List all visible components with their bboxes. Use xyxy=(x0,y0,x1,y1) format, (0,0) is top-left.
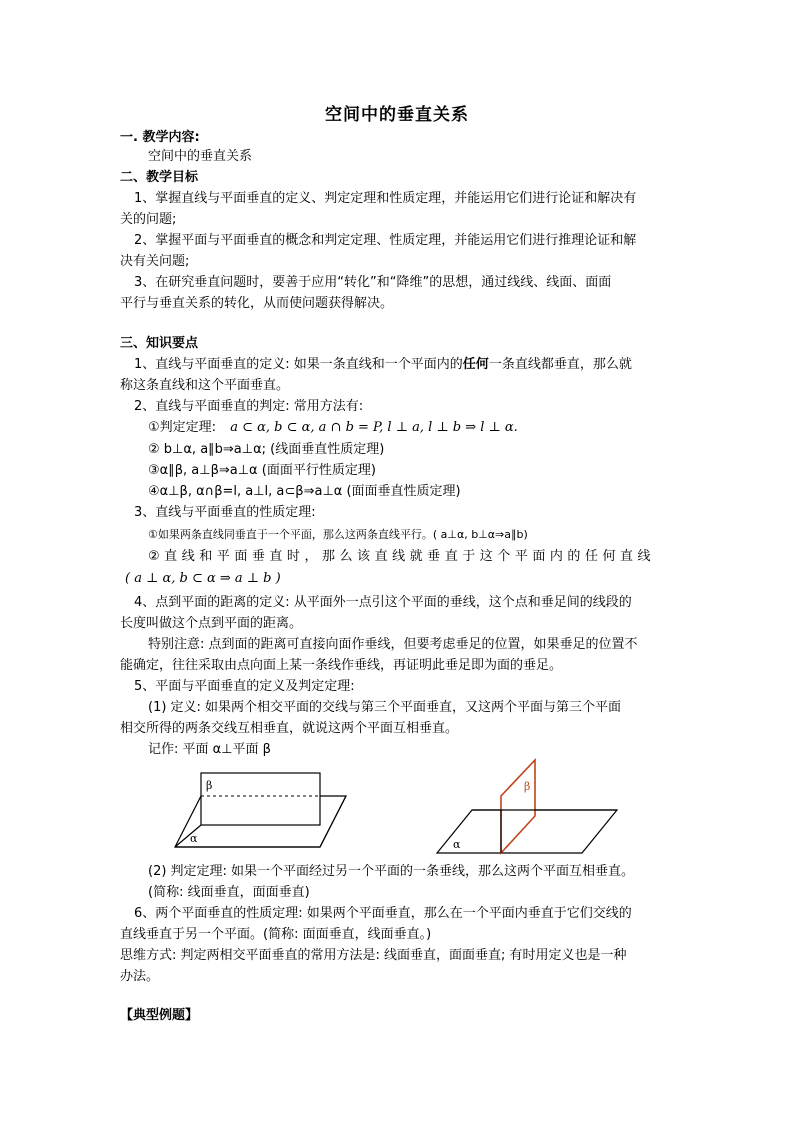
judgment-method-2: ② b⊥α, a∥b⇒a⊥α; (线面垂直性质定理) xyxy=(148,442,385,457)
definition-line-1: (1) 定义: 如果两个相交平面的交线与第三个平面垂直，又这两个平面与第三个平面 xyxy=(148,700,622,715)
property-1: ①如果两条直线同垂直于一个平面，那么这两条直线平行。( a⊥α, b⊥α⇒a∥b) xyxy=(148,528,528,541)
thinking-method-line-1: 思维方式: 判定两相交平面垂直的常用方法是: 线面垂直，面面垂直; 有时用定义也是一种 xyxy=(120,948,627,963)
label-beta-2: β xyxy=(524,780,531,793)
knowledge-6-line-1: 6、两个平面垂直的性质定理: 如果两个平面垂直，那么在一个平面内垂直于它们交线的 xyxy=(134,906,632,921)
goal-2-line-2: 决有关问题; xyxy=(120,254,190,269)
property-2-math: ( a ⊥ α, b ⊂ α ⇒ a ⊥ b ) xyxy=(125,571,281,586)
page-title: 空间中的垂直关系 xyxy=(325,105,469,125)
knowledge-1-text-a: 1、直线与平面垂直的定义: 如果一条直线和一个平面内的 xyxy=(134,357,463,372)
special-note-line-1: 特别注意: 点到面的距离可直接向面作垂线，但要考虑垂足的位置，如果垂足的位置不 xyxy=(148,637,638,652)
label-alpha-2: α xyxy=(453,838,461,851)
judgment-method-3: ③α∥β, a⊥β⇒a⊥α (面面平行性质定理) xyxy=(148,463,376,478)
example-heading: 【典型例题】 xyxy=(120,1008,199,1023)
goal-2-line-1: 2、掌握平面与平面垂直的概念和判定定理、性质定理，并能运用它们进行推理论证和解 xyxy=(134,233,637,248)
goal-3-line-2: 平行与垂直关系的转化，从而使问题获得解决。 xyxy=(120,296,394,311)
knowledge-1-text-b: 一条直线都垂直，那么就 xyxy=(488,357,632,372)
definition-line-2: 相交所得的两条交线互相垂直，就说这两个平面互相垂直。 xyxy=(120,721,459,736)
knowledge-2: 2、直线与平面垂直的判定: 常用方法有: xyxy=(134,399,364,414)
figure-perpendicular-planes-1 xyxy=(170,768,350,850)
goal-1-line-2: 关的问题; xyxy=(120,212,177,227)
knowledge-1-line-2: 称这条直线和这个平面垂直。 xyxy=(120,378,290,393)
judgment-theorem-2-line-1: (2) 判定定理: 如果一个平面经过另一个平面的一条垂线，那么这两个平面互相垂直。 xyxy=(148,864,635,879)
knowledge-3: 3、直线与平面垂直的性质定理: xyxy=(134,505,316,520)
goal-3-line-1: 3、在研究垂直问题时，要善于应用“转化”和“降维”的思想，通过线线、线面、面面 xyxy=(134,275,612,290)
property-2-line-1: ② 直 线 和 平 面 垂 直 时 ， 那 么 该 直 线 就 垂 直 于 这 个 平 面 内 的 任 何 直 线 xyxy=(148,549,651,564)
section-3-heading: 三、知识要点 xyxy=(120,336,199,351)
judgment-method-4: ④α⊥β, α∩β=l, a⊥l, a⊂β⇒a⊥α (面面垂直性质定理) xyxy=(148,484,461,499)
section-1-text: 空间中的垂直关系 xyxy=(148,149,253,164)
thinking-method-line-2: 办法。 xyxy=(120,969,160,984)
figure-perpendicular-planes-2 xyxy=(435,758,620,856)
knowledge-4-line-1: 4、点到平面的距离的定义: 从平面外一点引这个平面的垂线，这个点和垂足间的线段的 xyxy=(134,595,632,610)
section-2-heading: 二、教学目标 xyxy=(120,170,199,185)
judgment-theorem-2-line-2: (简称: 线面垂直，面面垂直) xyxy=(148,885,310,900)
section-1-heading: 一. 教学内容: xyxy=(120,130,200,145)
judgment-theorem xyxy=(148,417,518,438)
notation: 记作: 平面 α⊥平面 β xyxy=(148,742,271,757)
label-beta-1: β xyxy=(206,779,213,792)
judgment-theorem-formula: a ⊂ α, b ⊂ α, a ∩ b = P, l ⊥ a, l ⊥ b ⇒ l ⊥ α. xyxy=(230,420,518,435)
goal-1-line-1: 1、掌握直线与平面垂直的定义、判定定理和性质定理，并能运用它们进行论证和解决有 xyxy=(134,191,637,206)
special-note-line-2: 能确定，往往采取由点向面上某一条线作垂线，再证明此垂足即为面的垂足。 xyxy=(120,658,563,673)
judgment-theorem-label: ①判定定理: xyxy=(148,420,217,435)
knowledge-1-emphasis: 任何 xyxy=(462,357,489,372)
plane-beta-1 xyxy=(201,773,320,825)
label-alpha-1: α xyxy=(190,832,198,845)
knowledge-4-line-2: 长度叫做这个点到平面的距离。 xyxy=(120,616,303,631)
knowledge-6-line-2: 直线垂直于另一个平面。(简称: 面面垂直，线面垂直。) xyxy=(120,927,432,942)
knowledge-1-line-1 xyxy=(134,354,632,375)
knowledge-5: 5、平面与平面垂直的定义及判定定理: xyxy=(134,679,355,694)
property-2-formula xyxy=(125,568,281,589)
